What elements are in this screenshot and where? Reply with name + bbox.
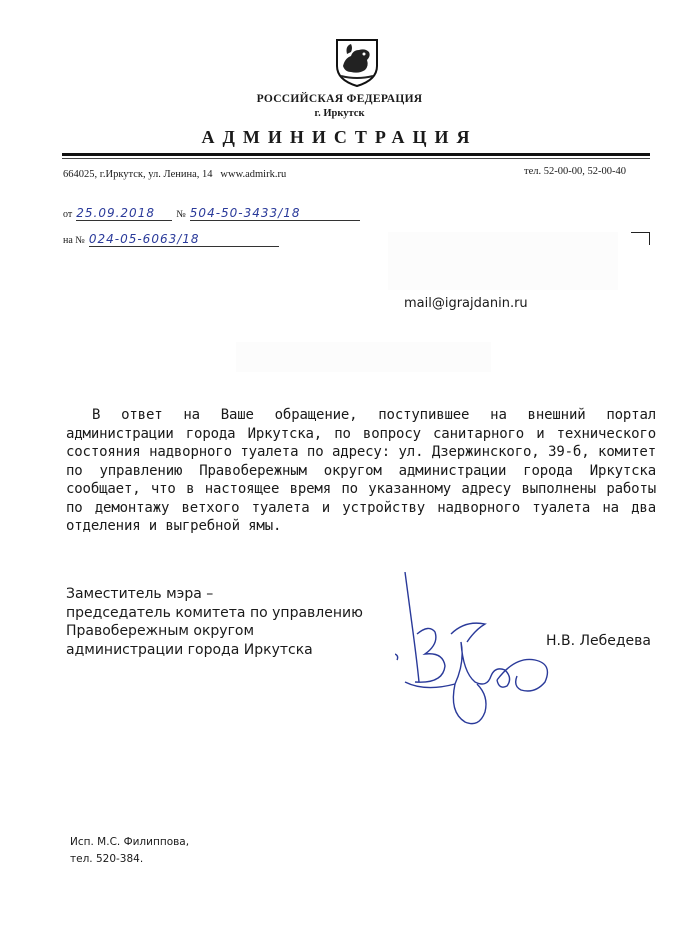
from-label: от <box>63 209 73 220</box>
from-date: 25.09.2018 <box>76 206 172 221</box>
signature-title-line-4: администрации города Иркутска <box>66 641 313 658</box>
signature-title-line-1: Заместитель мэра – <box>66 586 214 602</box>
header-website: www.admirk.ru <box>220 169 287 180</box>
handwritten-signature <box>395 572 565 737</box>
reference-reply-line <box>63 230 279 248</box>
reply-number: 024-05-6063/18 <box>89 232 279 247</box>
redacted-recipient <box>388 232 618 290</box>
executor-block <box>70 834 189 868</box>
recipient-email: mail@igrajdanin.ru <box>404 296 528 311</box>
signature-title-line-2: председатель комитета по управлению <box>66 604 363 621</box>
outgoing-number: 504-50-3433/18 <box>190 206 360 221</box>
signature-title-block <box>66 585 363 659</box>
letter-body-paragraph: В ответ на Ваше обращение, поступившее на внешний портал администрации города Иркутска, по вопросу санитарного и технического состояния надворного туалета по адресу: ул. Дзержинского, 39-б, комитет по управлению Правобережным округом администрации города Иркутска сообщает, что в настоящее время по указанному адресу выполнены работы по демонтажу ветхого туалета и устройству надворного туалета на два отделения и выгребной ямы. <box>66 407 656 534</box>
header-city: г. Иркутск <box>314 108 365 119</box>
executor-phone: тел. 520-384. <box>70 853 144 865</box>
reference-from-line <box>63 204 360 222</box>
signatory-name: Н.В. Лебедева <box>546 633 651 649</box>
header-phones: тел. 52-00-00, 52-00-40 <box>524 166 626 177</box>
header-country: РОССИЙСКАЯ ФЕДЕРАЦИЯ <box>256 93 423 105</box>
header-rule-thin <box>62 158 650 159</box>
header-organization: АДМИНИСТРАЦИЯ <box>201 127 478 147</box>
number-label: № <box>176 209 186 220</box>
header-address-line <box>63 169 286 180</box>
executor-name: Исп. М.С. Филиппова, <box>70 836 190 848</box>
letter-body <box>66 406 656 536</box>
header-address: 664025, г.Иркутск, ул. Ленина, 14 <box>63 169 213 180</box>
address-block-corner <box>631 232 650 245</box>
signature-title-line-3: Правобережным округом <box>66 623 255 639</box>
reply-label: на № <box>63 235 85 246</box>
redacted-salutation <box>236 342 491 372</box>
irkutsk-coat-of-arms-icon <box>331 36 383 88</box>
header-rule-thick <box>62 153 650 156</box>
